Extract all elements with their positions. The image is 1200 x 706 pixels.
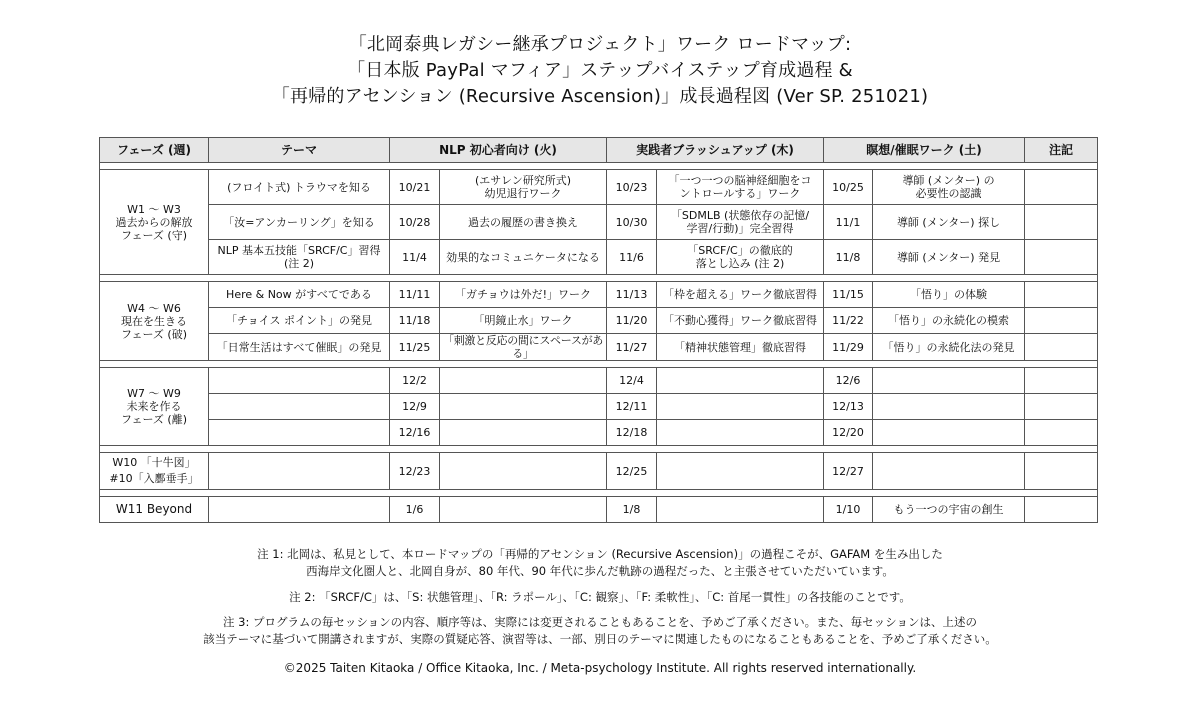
sat-date: 12/27 — [824, 453, 873, 490]
practitioner-cell — [657, 368, 824, 394]
theme-cell — [209, 420, 390, 446]
title-line-2: 「日本版 PayPal マフィア」ステップバイステップ育成過程 & — [347, 60, 853, 81]
sat-date: 12/20 — [824, 420, 873, 446]
note-1-line-2: 西海岸文化圏人と、北岡自身が、80 年代、90 年代に歩んだ軌跡の過程だった、と主張させていただいています。 — [306, 564, 894, 578]
meditation-cell: もう一つの宇宙の創生 — [873, 497, 1025, 523]
sat-date: 11/8 — [824, 240, 873, 275]
phase-cell-3 — [100, 368, 209, 446]
meditation-cell — [873, 170, 1025, 205]
sat-date: 11/1 — [824, 205, 873, 240]
thu-date: 12/25 — [607, 453, 657, 490]
theme-cell — [209, 240, 390, 275]
sat-date: 1/10 — [824, 497, 873, 523]
table-row — [100, 368, 1098, 394]
thu-date: 12/18 — [607, 420, 657, 446]
phase-label: フェーズ (守) — [121, 228, 187, 242]
meditation-cell — [873, 368, 1025, 394]
spacer-row — [100, 275, 1098, 282]
theme-cell: 「汝=アンカーリング」を知る — [209, 205, 390, 240]
practitioner-cell: 「枠を超える」ワーク徹底習得 — [657, 282, 824, 308]
tue-date: 12/9 — [390, 394, 440, 420]
thu-date: 10/23 — [607, 170, 657, 205]
phase-label: W7 〜 W9 — [127, 387, 181, 400]
spacer-row — [100, 163, 1098, 170]
cell-line: 「SDMLB (状態依存の記憶/ — [670, 209, 810, 222]
notes-cell — [1025, 394, 1098, 420]
tue-date: 11/25 — [390, 334, 440, 361]
sat-date: 11/29 — [824, 334, 873, 361]
spacer-row — [100, 446, 1098, 453]
phase-cell-5: W11 Beyond — [100, 497, 209, 523]
tue-date: 12/23 — [390, 453, 440, 490]
meditation-cell: 「悟り」の永続化法の発見 — [873, 334, 1025, 361]
nlp-cell — [440, 420, 607, 446]
tue-date: 12/16 — [390, 420, 440, 446]
table-row — [100, 394, 1098, 420]
cell-line: 学習/行動)」完全習得 — [686, 222, 794, 235]
spacer-row — [100, 490, 1098, 497]
cell-line: 必要性の認識 — [915, 187, 982, 200]
tue-date: 10/28 — [390, 205, 440, 240]
theme-cell: Here & Now がすべてである — [209, 282, 390, 308]
table-row — [100, 308, 1098, 334]
thu-date: 11/6 — [607, 240, 657, 275]
cell-line: 「SRCF/C」の徹底的 — [687, 244, 793, 257]
thu-date: 1/8 — [607, 497, 657, 523]
thu-date: 11/13 — [607, 282, 657, 308]
notes-cell — [1025, 240, 1098, 275]
phase-cell-4 — [100, 453, 209, 490]
note-1-line-1: 注 1: 北岡は、私見として、本ロードマップの「再帰的アセンション (Recursive Ascension)」の過程こそが、GAFAM を生み出した — [257, 547, 943, 561]
thu-date: 11/20 — [607, 308, 657, 334]
phase-label: 過去からの解放 — [115, 215, 193, 229]
cell-line: 導師 (メンター) の — [902, 174, 995, 187]
theme-cell: 「チョイス ポイント」の発見 — [209, 308, 390, 334]
nlp-cell — [440, 453, 607, 490]
roadmap-table — [99, 137, 1098, 523]
meditation-cell — [873, 420, 1025, 446]
nlp-cell: 「ガチョウは外だ!」ワーク — [440, 282, 607, 308]
notes-cell — [1025, 170, 1098, 205]
practitioner-cell — [657, 420, 824, 446]
phase-cell-2 — [100, 282, 209, 361]
notes-cell — [1025, 453, 1098, 490]
practitioner-cell — [657, 453, 824, 490]
practitioner-cell — [657, 205, 824, 240]
note-2: 注 2: 「SRCF/C」は、「S: 状態管理」、「R: ラポール」、「C: 観察」、「F: 柔軟性」、「C: 首尾一貫性」の各技能のことです。 — [289, 590, 911, 604]
nlp-cell — [440, 394, 607, 420]
meditation-cell: 導師 (メンター) 探し — [873, 205, 1025, 240]
table-row — [100, 205, 1098, 240]
practitioner-cell — [657, 240, 824, 275]
tue-date: 1/6 — [390, 497, 440, 523]
cell-line: 「一つ一つの脳神経細胞をコ — [668, 174, 812, 187]
sat-date: 12/6 — [824, 368, 873, 394]
header-phase: フェーズ (週) — [100, 138, 209, 163]
header-notes: 注記 — [1025, 138, 1098, 163]
phase-cell-1 — [100, 170, 209, 275]
phase-label: フェーズ (破) — [121, 327, 187, 341]
thu-date: 12/4 — [607, 368, 657, 394]
header-row — [100, 138, 1098, 163]
table-row — [100, 420, 1098, 446]
cell-line: 落とし込み (注 2) — [695, 257, 785, 270]
cell-line: (エサレン研究所式) — [474, 174, 572, 187]
table-row — [100, 453, 1098, 490]
phase-label: 現在を生きる — [121, 314, 187, 328]
table-row — [100, 334, 1098, 361]
phase-label: W1 〜 W3 — [127, 202, 181, 216]
nlp-cell: 効果的なコミュニケータになる — [440, 240, 607, 275]
phase-label: W10 「十牛図」 — [112, 456, 196, 469]
meditation-cell: 「悟り」の体験 — [873, 282, 1025, 308]
table-row — [100, 282, 1098, 308]
meditation-cell — [873, 394, 1025, 420]
cell-line: (注 2) — [283, 257, 315, 270]
notes-cell — [1025, 308, 1098, 334]
practitioner-cell — [657, 394, 824, 420]
meditation-cell — [873, 453, 1025, 490]
theme-cell: 「日常生活はすべて催眠」の発見 — [209, 334, 390, 361]
practitioner-cell — [657, 170, 824, 205]
tue-date: 12/2 — [390, 368, 440, 394]
meditation-cell: 導師 (メンター) 発見 — [873, 240, 1025, 275]
sat-date: 10/25 — [824, 170, 873, 205]
tue-date: 10/21 — [390, 170, 440, 205]
thu-date: 10/30 — [607, 205, 657, 240]
thu-date: 11/27 — [607, 334, 657, 361]
practitioner-cell: 「精神状態管理」徹底習得 — [657, 334, 824, 361]
notes-cell — [1025, 205, 1098, 240]
notes-cell — [1025, 368, 1098, 394]
table-row — [100, 497, 1098, 523]
sat-date: 11/22 — [824, 308, 873, 334]
nlp-cell: 過去の履歴の書き換え — [440, 205, 607, 240]
tue-date: 11/18 — [390, 308, 440, 334]
notes-cell — [1025, 282, 1098, 308]
sat-date: 11/15 — [824, 282, 873, 308]
theme-cell: (フロイト式) トラウマを知る — [209, 170, 390, 205]
notes-cell — [1025, 420, 1098, 446]
note-3-line-2: 該当テーマに基づいて開講されますが、実際の質疑応答、演習等は、一部、別日のテーマに関連したものになることもあることを、予めご了承ください。 — [203, 632, 997, 646]
note-3-line-1: 注 3: プログラムの毎セッションの内容、順序等は、実際には変更されることもあることを、予めご了承ください。また、毎セッションは、上述の — [223, 615, 977, 629]
phase-label: フェーズ (離) — [121, 413, 187, 426]
tue-date: 11/11 — [390, 282, 440, 308]
copyright: ©2025 Taiten Kitaoka / Office Kitaoka, Inc. / Meta-psychology Institute. All rights reserved internationally. — [283, 661, 917, 675]
header-nlp: NLP 初心者向け (火) — [390, 138, 607, 163]
title-line-1: 「北岡泰典レガシー継承プロジェクト」ワーク ロードマップ: — [348, 34, 852, 55]
cell-line: ントロールする」ワーク — [679, 187, 801, 200]
theme-cell — [209, 453, 390, 490]
thu-date: 12/11 — [607, 394, 657, 420]
meditation-cell: 「悟り」の永続化の模索 — [873, 308, 1025, 334]
nlp-cell — [440, 170, 607, 205]
spacer-row — [100, 361, 1098, 368]
cell-line: NLP 基本五技能「SRCF/C」習得 — [217, 244, 381, 257]
notes-cell — [1025, 497, 1098, 523]
table-row — [100, 170, 1098, 205]
theme-cell — [209, 394, 390, 420]
sat-date: 12/13 — [824, 394, 873, 420]
practitioner-cell: 「不動心獲得」ワーク徹底習得 — [657, 308, 824, 334]
tue-date: 11/4 — [390, 240, 440, 275]
phase-label: 未来を作る — [126, 400, 182, 413]
phase-label: W4 〜 W6 — [127, 301, 181, 315]
header-practitioner: 実践者ブラッシュアップ (木) — [607, 138, 824, 163]
title-line-3: 「再帰的アセンション (Recursive Ascension)」成長過程図 (Ver SP. 251021) — [271, 86, 929, 107]
cell-line: 幼児退行ワーク — [484, 187, 562, 200]
notes-cell — [1025, 334, 1098, 361]
nlp-cell — [440, 368, 607, 394]
table-row — [100, 240, 1098, 275]
header-theme: テーマ — [209, 138, 390, 163]
theme-cell — [209, 368, 390, 394]
nlp-cell: 「刺激と反応の間にスペースがある」 — [440, 334, 607, 361]
nlp-cell — [440, 497, 607, 523]
theme-cell — [209, 497, 390, 523]
nlp-cell: 「明鏡止水」ワーク — [440, 308, 607, 334]
practitioner-cell — [657, 497, 824, 523]
phase-label: #10「入鄽垂手」 — [109, 472, 199, 485]
header-meditation: 瞑想/催眠ワーク (土) — [824, 138, 1025, 163]
